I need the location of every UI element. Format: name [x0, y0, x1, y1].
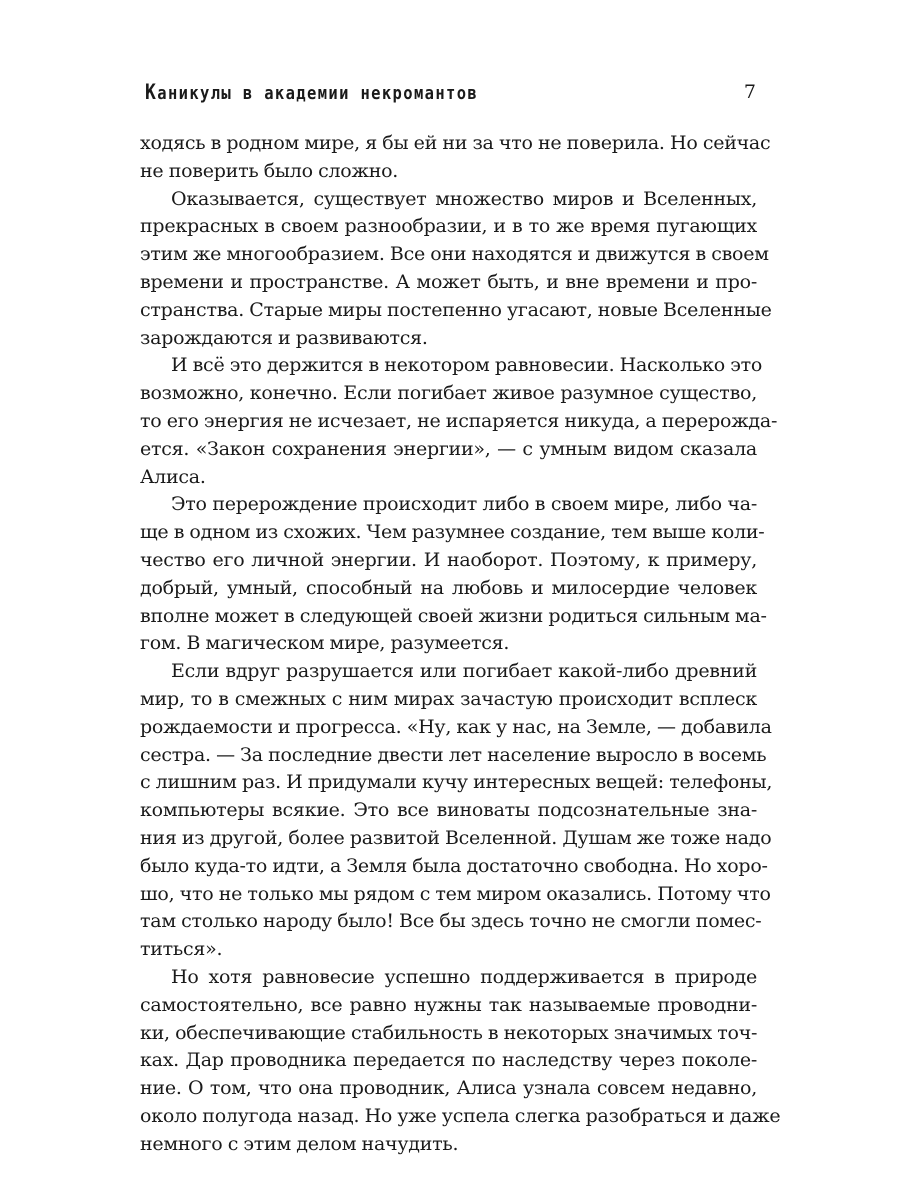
text-line: с лишним раз. И придумали кучу интересных вещей: телефоны, — [140, 771, 773, 794]
text-line: то его энергия не исчезает, не испаряется никуда, а перерожда- — [140, 409, 778, 432]
text-line: немного с этим делом начудить. — [140, 1132, 459, 1155]
text-line: странства. Старые миры постепенно угасают, новые Вселенные — [140, 298, 772, 321]
text-line: сестра. — За последние двести лет население выросло в восемь — [140, 743, 767, 766]
text-line: Это перерождение происходит либо в своем мире, либо ча- — [171, 493, 757, 516]
text-line: Алиса. — [140, 465, 206, 488]
text-body — [140, 130, 781, 1158]
text-line: этим же многообразием. Все они находятся и движутся в своем — [140, 243, 769, 266]
text-line: И всё это держится в некотором равновесии. Насколько это — [171, 354, 763, 377]
text-line: прекрасных в своем разнообразии, и в то же время пугающих — [140, 215, 757, 238]
text-line: ние. О том, что она проводник, Алиса узнала совсем недавно, — [140, 1077, 757, 1100]
text-line: возможно, конечно. Если погибает живое разумное существо, — [140, 382, 757, 405]
text-line: времени и пространстве. А может быть, и вне времени и про- — [140, 270, 757, 293]
text-line: было куда-то идти, а Земля была достаточно свободна. Но хоро- — [140, 854, 768, 877]
text-line: вполне может в следующей своей жизни родиться сильным ма- — [140, 604, 767, 627]
text-line: Оказывается, существует множество миров и Вселенных, — [171, 187, 757, 210]
book-title-rest: аникулы в академии некромантов — [157, 83, 479, 104]
text-line: ется. «Закон сохранения энергии», — с умным видом сказала — [140, 437, 757, 460]
paragraph-5 — [140, 658, 773, 964]
text-line: чество его личной энергии. И наоборот. Поэтому, к примеру, — [140, 548, 757, 571]
text-line: ках. Дар проводника передается по наследству через поколе- — [140, 1049, 757, 1072]
text-line: ния из другой, более развитой Вселенной. Душам же тоже надо — [140, 826, 772, 849]
text-line: там столько народу было! Все бы здесь точно не смогли помес- — [140, 910, 762, 933]
paragraph-4 — [140, 491, 767, 658]
paragraph-2 — [140, 186, 772, 353]
text-line: ки, обеспечивающие стабильность в некоторых значимых точ- — [140, 1021, 758, 1044]
book-title-initial: К — [145, 80, 158, 104]
running-head — [145, 80, 760, 110]
text-line: мир, то в смежных с ним мирах зачастую происходит всплеск — [140, 687, 757, 710]
text-line: не поверить было сложно. — [140, 159, 399, 182]
paragraph-6 — [140, 964, 781, 1159]
paragraph-3 — [140, 352, 778, 491]
text-line: зарождаются и развиваются. — [140, 326, 428, 349]
text-line: рождаемости и прогресса. «Ну, как у нас, на Земле, — добавила — [140, 715, 772, 738]
text-line: Если вдруг разрушается или погибает какой-либо древний — [171, 660, 757, 683]
text-line: добрый, умный, способный на любовь и милосердие человек — [140, 576, 757, 599]
text-line: ходясь в родном мире, я бы ей ни за что не поверила. Но сейчас — [140, 132, 771, 154]
text-line: ще в одном из схожих. Чем разумнее создание, тем выше коли- — [140, 521, 765, 544]
text-line: компьютеры всякие. Это все виноваты подсознательные зна- — [140, 799, 757, 822]
text-line: самостоятельно, все равно нужны так называемые проводни- — [140, 993, 757, 1016]
page-number: 7 — [743, 81, 756, 103]
text-line: около полугода назад. Но уже успела слегка разобраться и даже — [140, 1104, 781, 1127]
text-line: гом. В магическом мире, разумеется. — [140, 632, 510, 655]
text-line: шо, что не только мы рядом с тем миром оказались. Потому что — [140, 882, 771, 905]
book-title — [145, 80, 478, 106]
paragraph-1 — [140, 130, 771, 186]
text-line: титься». — [140, 938, 223, 961]
text-line: Но хотя равновесие успешно поддерживается в природе — [171, 965, 757, 988]
